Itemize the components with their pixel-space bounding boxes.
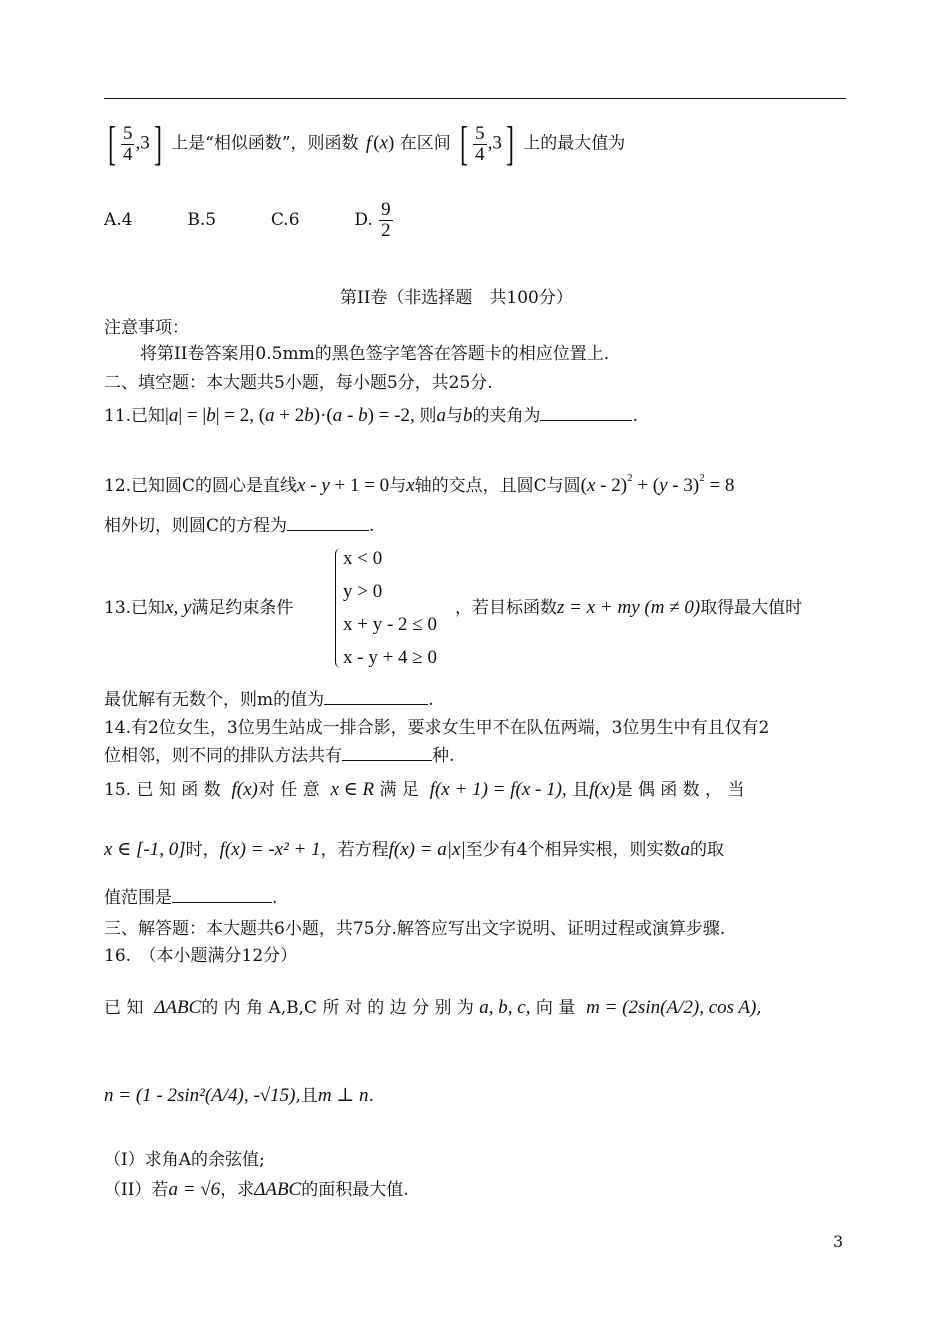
section2-title: 第II卷（非选择题 共100分） — [340, 288, 573, 308]
question-13-line2: 最优解有无数个，则m的值为 . — [104, 690, 434, 710]
question-16-part1: （I）求角A的余弦值; — [104, 1150, 265, 1170]
constraint-1: x < 0 — [343, 548, 383, 569]
q10-continuation: [ $\frac{5}{4}$ ,3] 上是“相似函数”，则函数 f (x) 在区间 [ $\frac{5}{4}$ ,3] 上的最大值为 — [107, 117, 626, 170]
header-rule — [104, 98, 846, 99]
question-11: 11.已知|a| = |b| = 2, (a + 2b)·(a - b) = -2, 则a与b的夹角为 . — [104, 405, 638, 426]
vector-n: n = (1 - 2sin²(A/4), -√15) — [104, 1085, 296, 1106]
q11-answer-blank — [540, 404, 632, 421]
choice-b: B.5 — [187, 210, 217, 230]
question-14-line2: 位相邻，则不同的排队方法共有 种. — [104, 746, 455, 766]
constraint-3: x + y - 2 ≤ 0 — [343, 614, 437, 635]
notice-label: 注意事项： — [104, 318, 189, 338]
q12-answer-blank — [287, 514, 369, 531]
solve-heading: 三、解答题：本大题共6小题，共75分.解答应写出文字说明、证明过程或演算步骤. — [104, 919, 726, 939]
choice-a: A.4 — [104, 210, 133, 230]
question-12-line2: 相外切，则圆C的方程为 . — [104, 516, 375, 536]
question-15-line2: x ∈ [-1, 0]时，f(x) = -x² + 1，若方程f(x) = a|x|至少有4个相异实根，则实数a的取 — [104, 839, 724, 860]
question-15: 15. 已 知 函 数 f(x)对 任 意 x ∈ R 满 足 f(x + 1) = f(x - 1), 且f(x)是 偶 函 数 ， 当 — [104, 779, 745, 800]
q13-answer-blank — [324, 688, 428, 705]
question-12: 12.已知圆C的圆心是直线x - y + 1 = 0与x轴的交点，且圆C与圆(x - 2)$^2$ + (y - 3)$^2$ = 8 — [104, 472, 735, 496]
question-16: 已 知 ΔABC的 内 角 A,B,C 所 对 的 边 分 别 为 a, b, c, 向 量 m = (2sin(A/2), cos A), — [104, 997, 762, 1018]
question-13-objective: ，若目标函数z = x + my (m ≠ 0)取得最大值时 — [455, 597, 803, 618]
constraint-2: y > 0 — [343, 581, 383, 602]
constraint-4: x - y + 4 ≥ 0 — [343, 647, 437, 668]
question-14: 14.有2位女生，3位男生站成一排合影，要求女生甲不在队伍两端，3位男生中有且仅有2 — [104, 718, 770, 738]
question-16-line2: n = (1 - 2sin²(A/4), -√15),且m ⊥ n. — [104, 1085, 374, 1106]
notice-text: 将第II卷答案用0.5mm的黑色签字笔答在答题卡的相应位置上. — [140, 344, 610, 364]
page-number: 3 — [833, 1232, 844, 1251]
question-16-title: 16. （本小题满分12分） — [104, 946, 298, 966]
fraction-5-4: $\frac{5}{4}$ — [122, 122, 133, 165]
choice-c: C.6 — [270, 210, 300, 230]
question-13: 13.已知x, y满足约束条件 — [104, 597, 294, 618]
question-16-part2: （II）若a = √6，求ΔABC的面积最大值. — [104, 1179, 409, 1200]
question-15-line3: 值范围是 . — [104, 888, 278, 908]
q14-answer-blank — [342, 744, 432, 761]
q15-answer-blank — [172, 886, 272, 903]
fill-heading: 二、填空题：本大题共5小题，每小题5分，共25分. — [104, 373, 493, 393]
vector-m: m = (2sin(A/2), cos A) — [586, 997, 757, 1018]
choice-d: D. $\frac{9}{2}$ — [354, 199, 391, 241]
choices-row — [104, 200, 394, 241]
constraint-system — [335, 548, 455, 668]
